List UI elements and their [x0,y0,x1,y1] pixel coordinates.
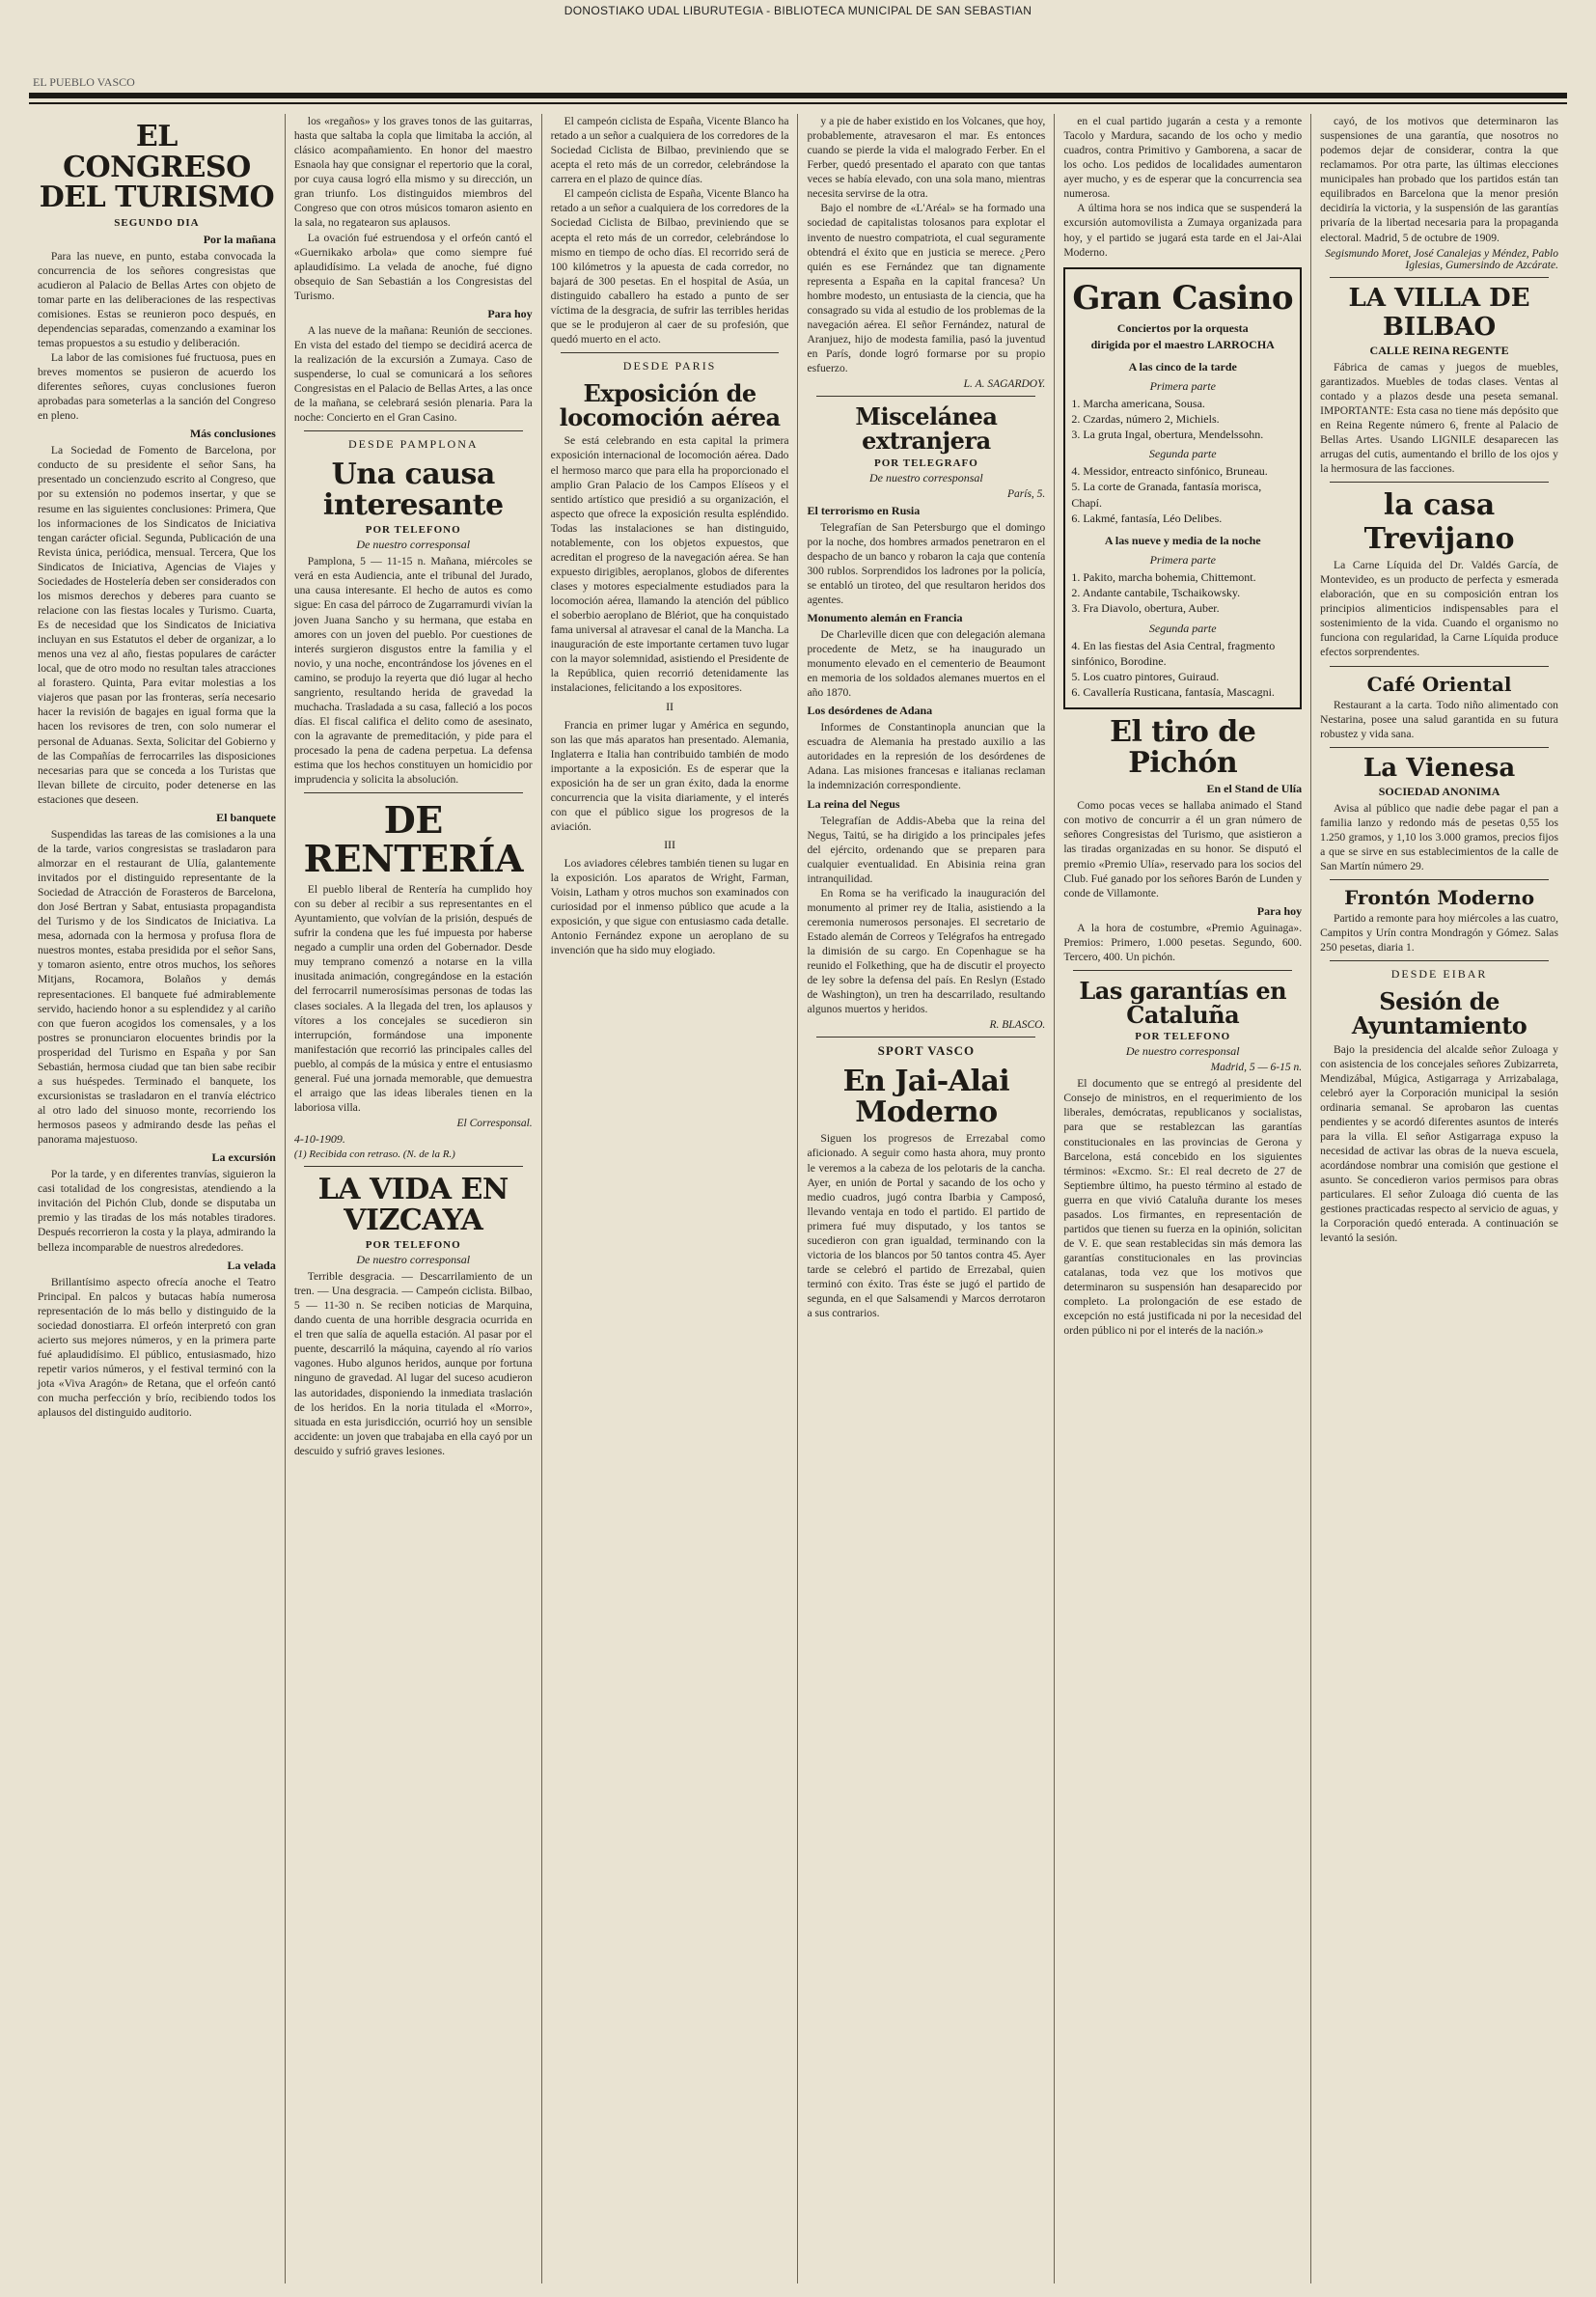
program-item: 5. Los cuatro pintores, Guiraud. [1071,669,1220,683]
dateline: DESDE EIBAR [1390,967,1488,982]
headline-garantias: Las garantías en Cataluña [1079,976,1287,1030]
program-item: 4. En las fiestas del Asia Central, fragmento sinfónico, Borodine. [1071,638,1276,668]
byline: De nuestro corresponsal [356,538,471,552]
headline-exposicion: Exposición de locomoción aérea [559,379,781,432]
paragraph: La labor de las comisiones fué fructuosa, pues en breves momentos se pusieron de acuerdo los diferentes señores, cuyas conclusiones fueron aprobadas para someterlas a la sanción del Congreso en pleno. [38,350,276,423]
paragraph: La Sociedad de Fomento de Barcelona, por conducto de su presidente el señor Sans, ha presentado un concienzudo escrito al Congreso, que por su extensión no podemos insertar, y que se resume en las siguientes conclusiones: Primera, Que los informaciones de los Sindicatos de Iniciativa tengan carácter oficial. Segunda, Publicación de una Revista única, periódica, mensual. Tercera, Que los Sindicatos de Iniciativa, Agencias de Viajes y Sociedades de Hostelería deben ser considerados con los mismos derechos y deberes para cuanto se relacione con las fiestas locales y Turismo. Cuarta, Es de necesidad que los Sindicatos de Iniciativa incluyan en sus Estatutos el deber de organizar, a lo menos una vez al año, fiestas populares de carácter local, que de otro modo no resultan tales atracciones al forastero. Quinta, Para evitar molestias a los viajeros que pasan por las fronteras, sería necesario hacer la revisión de bagajes en igual forma que la hacen los revisores de tren, con solo numerar el personal de Aduanas. Sexta, Solicitar del Gobierno y de las Compañías de ferrocarriles las disposiciones necesarias para que se conceda a los Turistas que llevan billete de circuito, poder detenerse en las estaciones que deseen. [38,444,276,806]
program-part: Segunda parte [1148,621,1217,635]
paragraph: Bajo la presidencia del alcalde señor Zuloaga y con asistencia de los concejales señores Zubizarreta, Mendizábal, Múgica, Astigarraga y Arrizabalaga, celebró ayer la Corporación municipal la sesión ordinaria semanal. Se aprobaron las cuentas pendientes y se acordó diferentes asuntos de interés para la villa. El señor Astigarraga expuso la necesidad de activar las obras de la nueva escuela, acordándose nombrar una comisión que gestione el asunto. Se concedieron varios permisos para obras particulares. El señor Zuloaga dió cuenta de las gestiones practicadas respecto al servicio de aguas, y la Corporación quedó enterada. A continuación se levantó la sesión. [1320,1042,1558,1245]
headline-tiro-pichon: El tiro de Pichón [1110,715,1256,780]
section-numeral: II [666,699,674,713]
subhead: La reina del Negus [807,796,900,811]
divider [1330,960,1549,961]
paragraph: El documento que se entregó al presidente del Consejo de ministros, en el requerimiento de los liberales, demócratas, republicanos y socialistas, para que se restablezcan las garantías constitucionales en las provincias de Gerona y Barcelona, está concebido en los siguientes términos: «Excmo. Sr.: El real decreto de 27 de Septiembre último, ha puesto término al estado de guerra en que vivió Cataluña durante los meses pasados. Los firmantes, en representación de partidos que tienen su fuerza en la opinión, solicitan de V. E. que sean restablecidas sin más demora las garantías constitucionales en las provincias catalanas, toda vez que los motivos que determinaron su suspensión han desaparecido por completo. La prolongación de ese estado de excepción no está justificada ni por la necesidad del orden público ni por el interés de la nación.» [1063,1077,1303,1338]
subhead: El banquete [216,810,276,824]
section-numeral: III [664,838,676,851]
byline: De nuestro corresponsal [869,470,983,484]
program-item: 6. Lakmé, fantasía, Léo Delibes. [1071,511,1223,525]
column-2 [286,114,542,2283]
divider [1330,666,1549,667]
ad-subtitle: dirigida por el maestro LARROCHA [1090,337,1275,351]
ad-text: Fábrica de camas y juegos de muebles, garantizados. Muebles de todas clases. Ventas al contado y a plazos desde una peseta semanal. IMPORTANTE: Esta casa no tiene más depósito que en Reina Regente número 6, frente al Palacio de Bellas Artes. Usando LIGNILE desaparecen las arrugas del cutis, aumentando el brillo de los ojos y la hermosura de las facciones. [1320,360,1558,475]
ad-time: A las nueve y media de la noche [1104,533,1261,547]
library-caption: DONOSTIAKO UDAL LIBURUTEGIA - BIBLIOTECA MUNICIPAL DE SAN SEBASTIAN [564,4,1032,17]
column-5 [1055,114,1311,2283]
fade [1311,2255,1567,2283]
headline-renteria: DE RENTERÍA [303,798,523,881]
paragraph: Telegrafían de San Petersburgo que el domingo por la noche, dos hombres armados penetraron en el despacho de un banco y robaron la caja que contenía 300 rublos. Sorprendidos los ladrones por la policía, se entabló un tiroteo, del que resultaron heridos dos agentes. [807,520,1046,606]
byline-method: POR TELEGRAFO [873,457,978,469]
ad-text: Partido a remonte para hoy miércoles a las cuatro, Campitos y Urín contra Mondragón y Gómez. Salas 250 pesetas, diaria 1. [1320,912,1558,955]
program-item: 3. La gruta Ingal, obertura, Mendelssohn. [1071,428,1264,441]
program-part: Primera parte [1149,378,1216,393]
masthead-rule-thin [29,102,1567,104]
ad-fronton-title: Frontón Moderno [1344,886,1535,909]
paragraph: Siguen los progresos de Errezabal como aficionado. A seguir como hasta ahora, muy pronto le veremos a la cabeza de los pelotaris de la cancha. Ayer, en unión de Portal y sacando de los ocho y medio cuadros, jugó contra Ibarbia y Camposó, llevando ventaja en todo el partido. El partido de primera fué muy disputado, y los tantos se sucedieron con gran igualdad, terminando con la victoria de los blancos por 50 tantos contra 45. Ayer tarde se celebró el partido de Errezabal, quien terminó con éxito. Tras éste se jugó el partido de segunda, en el que Salsamendi y Marcos derrotaron a sus contrarios. [807,1132,1046,1320]
divider [561,352,780,353]
date: 4-10-1909. [293,1132,345,1147]
ad-subtitle: SOCIEDAD ANONIMA [1378,784,1500,798]
divider [1330,277,1549,278]
signature: R. BLASCO. [989,1019,1046,1032]
byline: De nuestro corresponsal [1125,1044,1240,1059]
ad-time: A las cinco de la tarde [1128,359,1237,374]
ad-villa-bilbao-title: LA VILLA DE BILBAO [1348,283,1530,342]
program-item: 2. Andante cantabile, Tschaikowsky. [1071,586,1241,600]
divider [304,430,523,431]
column-3 [542,114,799,2283]
signature: L. A. SAGARDOY. [963,378,1046,391]
paragraph: Se está celebrando en esta capital la primera exposición internacional de locomoción aérea. Dado el hermoso marco que para ella ha proporcionado el amplio Gran Palacio de los Campos Elíseos y el sentido artístico que presidió a su organización, el aspecto que ofrece la exposición resulta espléndido. Todas las instalaciones se han distinguido, notablemente, con los objetos expuestos, que acreditan el progreso de la navegación aérea. Se han expuesto dirigibles, aeroplanos, globos de diferentes clases y motores especialmente estudiados para la locomoción aérea, llamando la atención del público el soberbio aeroplano de Blériot, que ha conquistado fama universal al atravesar el canal de la Mancha. La inauguración de este importante certamen tuvo lugar con la mayor solemnidad, asistiendo el Presidente de la República, quien recorrió detenidamente las instalaciones, felicitando a los expositores. [550,434,789,695]
ad-text: Avisa al público que nadie debe pagar el pan a familia lanzo y redondo más de pesetas 0,55 los 1.250 gramos, y 1,10 los 3.000 gramos, precios fijos a que se sirve en sus establecimientos de la calle de San Martín número 29. [1320,801,1558,872]
program-part: Segunda parte [1148,447,1217,461]
ad-vienesa-title: La Vienesa [1362,753,1516,783]
fade [1055,2255,1310,2283]
divider [1330,482,1549,483]
column-1 [29,114,286,2283]
divider [304,1166,523,1167]
subhead: El terrorismo en Rusia [807,503,921,517]
fade [286,2255,541,2283]
ad-text: La Carne Líquida del Dr. Valdés García, de Montevideo, es un producto de perfecta y esmerada elaboración, que en su composición entran los principios alimenticios indispensables para el sostenimiento de la vida. Cuando el organismo no funciona con regularidad, la Carne Líquida produce efectos sorprendentes. [1320,559,1558,659]
program-item: 5. La corte de Granada, fantasía morisca, Chapí. [1071,480,1262,510]
program-item: 4. Messidor, entreacto sinfónico, Bruneau. [1071,464,1268,479]
byline-method: POR TELEFONO [365,524,461,537]
torn-masthead-fragment: EL PUEBLO VASCO [33,75,135,89]
program-item: 2. Czardas, número 2, Michiels. [1071,411,1220,426]
paragraph: Informes de Constantinopla anuncian que la escuadra de Alemania ha prestado auxilio a las autoridades en la represión de los desórdenes de Adana. Las misiones francesas e italianas reclaman la indemnización correspondiente. [807,721,1046,792]
column-6 [1311,114,1567,2283]
paragraph: A la hora de costumbre, «Premio Aguinaga». Premios: Primero, 1.000 pesetas. Segundo, 600. Tercero, 400. Un pichón. [1063,921,1303,963]
subhead: Monumento alemán en Francia [807,610,963,624]
place-date: París, 5. [1007,487,1046,500]
headline-vizcaya: LA VIDA EN VIZCAYA [317,1173,509,1237]
paragraph: Terrible desgracia. — Descarrilamiento de un tren. — Una desgracia. — Campeón ciclista. Bilbao, 5 — 11-30 n. Se reciben noticias de Marquina, dando cuenta de una horrible desgracia ocurrida en el tren que salía de aquella estación. Al pasar por el puente, descarriló la máquina, cayendo al río varios vagones. Hubo algunos heridos, aunque por fortuna ninguno de gravedad. Al lugar del suceso acudieron las autoridades, disponiendo la inmediata traslación de los heridos. En la noria titulada el «Morro», situada en esta jurisdicción, ocurrió hoy un sensible accidente: un joven que trabajaba en ella cayó por un descuido y sufrió graves lesiones. [293,1270,533,1457]
newspaper-columns [29,114,1567,2283]
subhead: La velada [227,1258,276,1272]
signature: Segismundo Moret, José Canalejas y Méndez, Pablo Iglesias, Gumersindo de Azcárate. [1325,247,1558,271]
ad-text: Restaurant a la carta. Todo niño alimentado con Nestarina, posee una salud garantida en su futura robustez y vida sana. [1320,698,1558,740]
paragraph: en el cual partido jugarán a cesta y a remonte Tacolo y Mardura, sacando de los ocho y medio cuadros, contra Primitivo y Gamborena, a sacar de los ocho. Los pedidos de localidades aumentaron ayer mucho, y es de esperar que la concurrencia sea numerosa. [1063,115,1303,201]
paragraph: En Roma se ha verificado la inauguración del monumento al primer rey de Italia, asistiendo a la ceremonia numerosos personajes. El secretario de Estado alemán de Correos y Telégrafos ha entregado la dimisión de su cargo. En Copenhague se ha reunido el Folkething, que ha de discutir el proyecto de ley sobre la defensa del país. En Reslyn (Estado de Washington), un tren ha descarrilado, resultando algunos muertos y heridos. [807,886,1046,1016]
subhead: Por la mañana [203,232,276,246]
headline-miscelanea: Miscelánea extranjera [855,402,998,456]
dateline: DESDE PAMPLONA [347,437,479,452]
paragraph: El campeón ciclista de España, Vicente Blanco ha retado a un señor a cualquiera de los corredores de la Sociedad Ciclista de Bilbao, previniendo que se acepta el reto más de un corredor, celebrándose la carrera en el plazo de quince días. [550,115,789,186]
paragraph: A las nueve de la mañana: Reunión de secciones. En vista del estado del tiempo se decidirá acerca de la realización de la excursión a Zumaya. Caso de suspenderse, lo cual se comunicará a los señores Congresistas en el Palacio de Bellas Artes, a las once de la mañana, se celebrará sesión plenaria. Para la noche: Concierto en el Gran Casino. [293,323,533,425]
paragraph: El campeón ciclista de España, Vicente Blanco ha retado a un señor a cualquiera de los corredores de la Sociedad Ciclista de Bilbao, previniendo que se acepta el reto más de un corredor, celebrándose lo mismo en tiempo de ocho días. El recorrido será de 100 kilómetros y la apuesta de cada corredor, no bajará de 300 pesetas. En el hospital de Asúa, un distinguido caballero ha estado a punto de ser víctima de la desgracia, de sufrir las terribles heridas que se le produjeron al caer de su profesión, que quedó muerto en el acto. [550,187,789,346]
divider [1330,879,1549,880]
divider [1073,970,1292,971]
paragraph: Para las nueve, en punto, estaba convocada la concurrencia de los señores congresistas que acudieron al Palacio de Bellas Artes con objeto de tomar parte en las deliberaciones de las respectivas comisiones. Estas se reunieron poco después, en dependencias separadas, comenzando a examinar los temas propuestos a su estudio y deliberación. [38,249,276,349]
ad-subtitle: CALLE REINA REGENTE [1369,343,1509,357]
section-kicker: SPORT VASCO [877,1043,976,1059]
ad-cafe-oriental-title: Café Oriental [1366,672,1512,696]
byline-method: POR TELEFONO [1135,1031,1231,1043]
place-date: Madrid, 5 — 6-15 n. [1210,1062,1303,1074]
subhead: En el Stand de Ulía [1206,782,1303,796]
subhead: Los desórdenes de Adana [807,704,933,718]
paragraph: De Charleville dicen que con delegación alemana procedente de Metz, se ha inaugurado un monumento elevado en el cementerio de Beaumont en memoria de los soldados alemanes muertos en el año 1870. [807,627,1046,700]
dateline: DESDE PARIS [622,359,717,373]
subhead: Para hoy [487,306,533,320]
column-4 [798,114,1055,2283]
paragraph: Los aviadores célebres también tienen su lugar en la exposición. Los aparatos de Wright, Farman, Voisin, Latham y otros muchos son examinados con curiosidad por el inmenso público que acude a la exposición, y que sigue con entusiasmo cada detalle. Antonio Fernández expone un aeroplano de su invención que ha sido muy elogiado. [550,857,789,957]
ad-title: Gran Casino [1072,278,1294,318]
editor-note: (1) Recibida con retraso. (N. de la R.) [293,1148,455,1161]
paragraph: los «regaños» y los graves tonos de las guitarras, hasta que saltaba la copla que limitaba la acción, al clásico acompañamiento. En honor del maestro Esnaola hay que consignar el repertorio que la coral, por cuya causa logró ella mismo y su dirección, un gran triunfo. Los distinguidos miembros del Congreso que con otros músicos tomaron asiento en la sala, no regatearon sus aplausos. [293,115,533,230]
headline-congreso: EL CONGRESO DEL TURISMO [39,120,275,214]
kicker: SEGUNDO DIA [114,216,200,229]
byline-method: POR TELEFONO [365,1239,461,1252]
paragraph: Por la tarde, y en diferentes tranvías, siguieron la casi totalidad de los congresistas, atendiendo a la invitación del Pichón Club, donde se disputaba un premio y las tiradas de los más notables tiradores. Después recorrieron la costa y la playa, admirando la belleza incomparable de nuestros alrededores. [38,1168,276,1254]
subhead: Para hoy [1256,903,1303,918]
divider [816,1037,1035,1038]
paragraph: Bajo el nombre de «L'Aréal» se ha formado una sociedad de capitalistas tolosanos para explotar el invento de nuestro compatriota, el cual seguramente obtendrá el éxito que en justicia se merece. ¿Pero quién es ese Fernández que tan dignamente representa a España en la capital francesa? Un hombre modesto, un entusiasta de la ciencia, que ha consagrado su vida al estudio de los problemas de la navegación aérea. El señor Fernández, natural de Aranjuez, hijo de modesta familia, pasó la juventud en París, donde logró formarse por su propio esfuerzo. [807,202,1046,375]
paragraph: Francia en primer lugar y América en segundo, son las que más aparatos han presentado. Alemania, Inglaterra e Italia han contribuido también de modo importante a la exposición. Es de esperar que la exposición ha de ser un gran éxito, dada la enorme concurrencia que la visita diariamente, y el interés con que el público sigue los progresos de la aviación. [550,718,789,833]
subhead: La excursión [211,1150,276,1165]
paragraph: La ovación fué estruendosa y el orfeón cantó el «Guernikako arbola» que como siempre fué aplaudidísimo. La velada de anoche, fué digno obsequio de San Sebastián a los Congresistas del Turismo. [293,231,533,302]
fade [542,2255,798,2283]
paragraph: y a pie de haber existido en los Volcanes, que hoy, probablemente, atravesaron el mar. Es entonces cuando se pierde la vida el malogrado Ferber. En el Ferber, quedó presentado el aparato con que tantas veces se había elevado, con una sola mano, mientras necesita servirse de la otra. [807,115,1046,201]
gran-casino-ad [1063,267,1302,710]
program-item: 6. Cavallería Rusticana, fantasía, Mascagni. [1071,685,1275,700]
paragraph: cayó, de los motivos que determinaron las suspensiones de una garantía, que nosotros no podemos dejar de considerar, contra la que reclamamos. Por otra parte, las últimas elecciones municipales han probado que los partidos están tan equilibrados en Barcelona que la menor presión decidiría la victoria, y la suspensión de las garantías privaría de la libertad necesaria para la propaganda electoral. Madrid, 5 de octubre de 1909. [1320,115,1558,244]
fade [29,2255,285,2283]
program-part: Primera parte [1149,552,1216,567]
divider [1330,747,1549,748]
byline: De nuestro corresponsal [356,1253,471,1267]
paragraph: Brillantísimo aspecto ofrecía anoche el Teatro Principal. En palcos y butacas había numerosa representación de lo más bello y distinguido de la sociedad donostiarra. El orfeón interpretó con gran acierto sus mejores números, y en la primera parte fué aplaudidísimo. El público, entusiasmado, hizo repetir varios números, y el festival terminó con la jota «Viva Aragón» de Retana, que el orfeón cantó con mucha perfección y brío, recibiendo todos los aplausos del distinguido auditorio. [38,1275,276,1420]
paragraph: Pamplona, 5 — 11-15 n. Mañana, miércoles se verá en esta Audiencia, ante el tribunal del Jurado, una causa interesante. El hecho de autos es como sigue: En casa del párroco de Zugarramurdi vivían la joven Juana Sancho y su hermana, que estaba en amores con un joven del pueblo. Por cuestiones de interés surgieron disgustos entre la familia y el novio, y una noche, encontrándose los jóvenes en el camino, se produjo la reyerta que dió lugar al hecho sangriento, resultando herida de gravedad la muchacha. Trasladada a su casa, falleció a los pocos días. El fiscal califica el delito como de asesinato, con la agravante de premeditación, y pide para el procesado la pena de cadena perpetua. La defensa estima que los hechos constituyen un homicidio por imprudencia y solicita la absolución. [293,555,533,787]
paragraph: A última hora se nos indica que se suspenderá la excursión automovilista a Zumaya organizada para hoy, y el partido se jugará esta tarde en el Jai-Alai Moderno. [1063,202,1303,259]
subhead: Más conclusiones [189,427,276,441]
ad-trevijano-title: la casa Trevijano [1363,488,1515,557]
fade [798,2255,1054,2283]
divider [304,792,523,793]
paragraph: Como pocas veces se hallaba animado el Stand con motivo de concurrir a él un gran número de señores Congresistas del Turismo, que asistieron a las tiradas organizadas en su honor. Se disputó el premio «Premio Ulía», reservado para los socios del Club. Fué ganado por los señores Barón de Lunden y conde de Villamonte. [1063,799,1303,899]
program-item: 1. Pakito, marcha bohemia, Chittemont. [1071,569,1256,584]
headline-sesion: Sesión de Ayuntamiento [1351,987,1527,1040]
divider [816,396,1035,397]
headline-jai-alai: En Jai-Alai Moderno [842,1065,1010,1129]
program-item: 3. Fra Diavolo, obertura, Auber. [1071,601,1220,616]
signature: El Corresponsal. [456,1118,533,1130]
paragraph: Suspendidas las tareas de las comisiones a la una de la tarde, varios congresistas se trasladaron para almorzar en el restaurant de Ulía, galantemente invitados por el distinguido representante de la Sociedad de Atracción de Forasteros de Barcelona, don José Bertran y Sabat, entusiasta propagandista del Turismo y de los Sindicatos de Iniciativa. La mesa, adornada con la hermosa y profusa flora de nuestros montes, estaba presidida por el señor Sans, y tomaron asiento, entre otros muchos, los señores Mitjans, Rocamora, Bolaños y demás representaciones. El banquete fué admirablemente servido, haciendo honor a su esplendidez y al cariño con que fueron acogidos los comensales, y a los postres se pronunciaron elocuentes brindis por la prosperidad del Turismo en España y por San Sebastián, hermosa ciudad que tan bien sabe recibir a sus huéspedes. Terminado el banquete, los excursionistas se trasladaron en el tranvía eléctrico al otro lado del sinuoso monte, recorriendo los hermosos paseos y admirando desde las peñas el panorama majestuoso. [38,827,276,1147]
headline-causa: Una causa interesante [322,457,504,522]
masthead-rule [29,93,1567,98]
program-item: 1. Marcha americana, Sousa. [1071,396,1205,410]
ad-subtitle: Conciertos por la orquesta [1116,320,1249,335]
paragraph: Telegrafían de Addis-Abeba que la reina del Negus, Taitú, se ha dirigido a los principales jefes del ejército, ordenando que se preparen para cualquier eventualidad. En Abisinia reina gran intranquilidad. [807,814,1046,885]
paragraph: El pueblo liberal de Rentería ha cumplido hoy con su deber al recibir a sus representantes en el Ayuntamiento, que volvían de la prisión, después de sufrir la condena que les fué impuesta por haberse negado a cumplir una orden del Gobernador. Desde muy temprano comenzó a notarse en la villa inusitada animación, congregándose en la estación del ferrocarril numerosísimas personas de todas las clases sociales. A la llegada del tren, los aplausos y vítores a los concejales se sucedieron sin interrupción, formándose una imponente manifestación que recorrió las principales calles del pueblo, al compás de la música y entre el entusiasmo general. Fué una jornada memorable, que demuestra el arraigo que las ideas liberales tienen en la laboriosa villa. [293,883,533,1114]
